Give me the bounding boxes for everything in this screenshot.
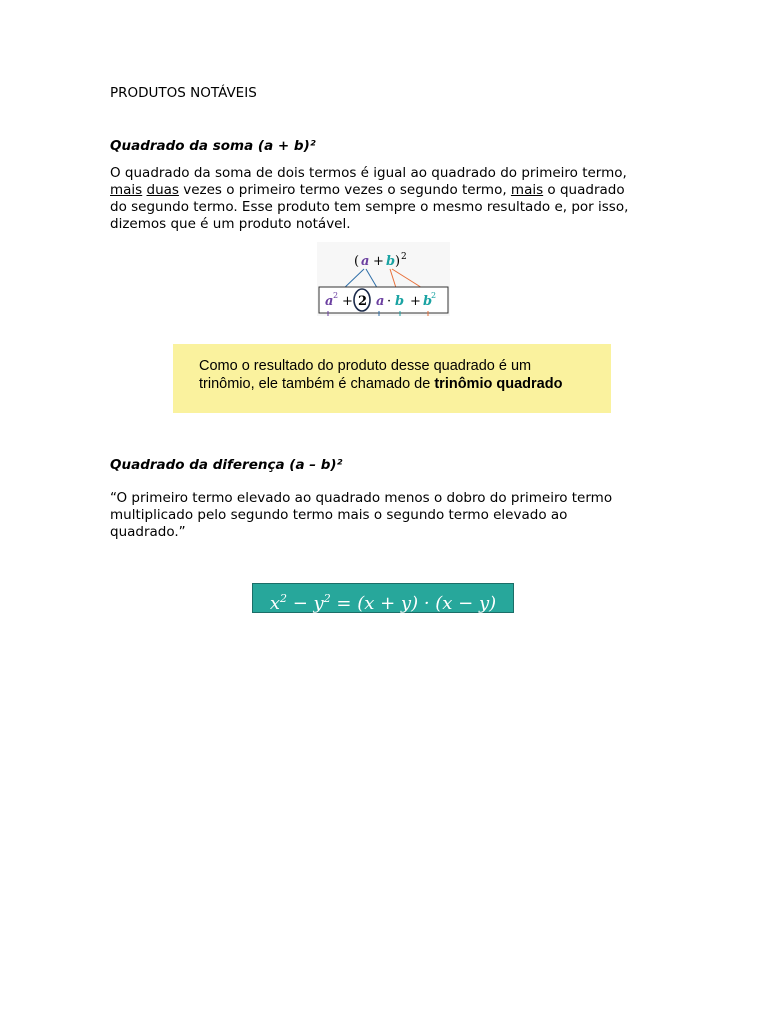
paragraph-line: O quadrado da soma de dois termos é igual ao quadrado do primeiro termo, [110,165,627,181]
note-line: Como o resultado do produto desse quadrado é um [199,358,532,374]
plus-sign: + [410,294,421,309]
open-paren: ( [354,254,360,269]
term-a: a [361,254,370,269]
text-span: o quadrado [543,182,625,198]
quote-line: multiplicado pelo segundo termo mais o segundo termo elevado ao [110,507,568,523]
text-span: trinômio, ele também é chamado de [199,376,435,392]
term-a: a [376,294,385,309]
square-of-sum-figure [317,242,450,316]
exponent: 2 [333,291,339,300]
exponent: 2 [431,291,437,300]
term-b: b [386,254,396,269]
var-y: y [313,593,324,614]
section-heading-square-of-sum: Quadrado da soma (a + b)² [110,138,316,154]
page-title: PRODUTOS NOTÁVEIS [110,85,257,101]
underlined-word: duas [146,182,179,198]
bold-term: trinômio quadrado [434,376,563,392]
plus-sign: + [342,294,353,309]
difference-of-squares-formula [252,583,514,613]
formula-rest: = (x + y) · (x − y) [330,593,497,614]
minus-sign: − [286,593,314,614]
term-b: b [395,294,405,309]
square-of-sum-diagram [317,242,450,316]
exponent: 2 [279,592,287,605]
section-heading-square-of-difference: Quadrado da diferença (a – b)² [110,457,343,473]
paragraph-line: do segundo termo. Esse produto tem sempre o mesmo resultado e, por isso, [110,199,629,215]
paragraph-line [110,182,625,199]
quote-line: quadrado.” [110,524,186,540]
term-b-squared: b [423,294,433,309]
underlined-word: mais [110,182,143,198]
plus-sign: + [373,254,384,269]
coefficient-two: 2 [358,294,368,309]
underlined-word: mais [510,182,544,198]
term-a-squared: a [325,294,334,309]
exponent: 2 [401,252,407,262]
highlighted-note [173,344,611,413]
quote-line: “O primeiro termo elevado ao quadrado menos o dobro do primeiro termo [110,490,613,506]
exponent: 2 [323,592,331,605]
note-line [199,376,562,392]
paragraph-line: dizemos que é um produto notável. [110,216,351,232]
var-x: x [269,593,280,614]
close-paren: ) [395,254,401,269]
text-span: vezes o primeiro termo vezes o segundo termo, [178,182,511,198]
dot-operator: · [387,294,392,309]
